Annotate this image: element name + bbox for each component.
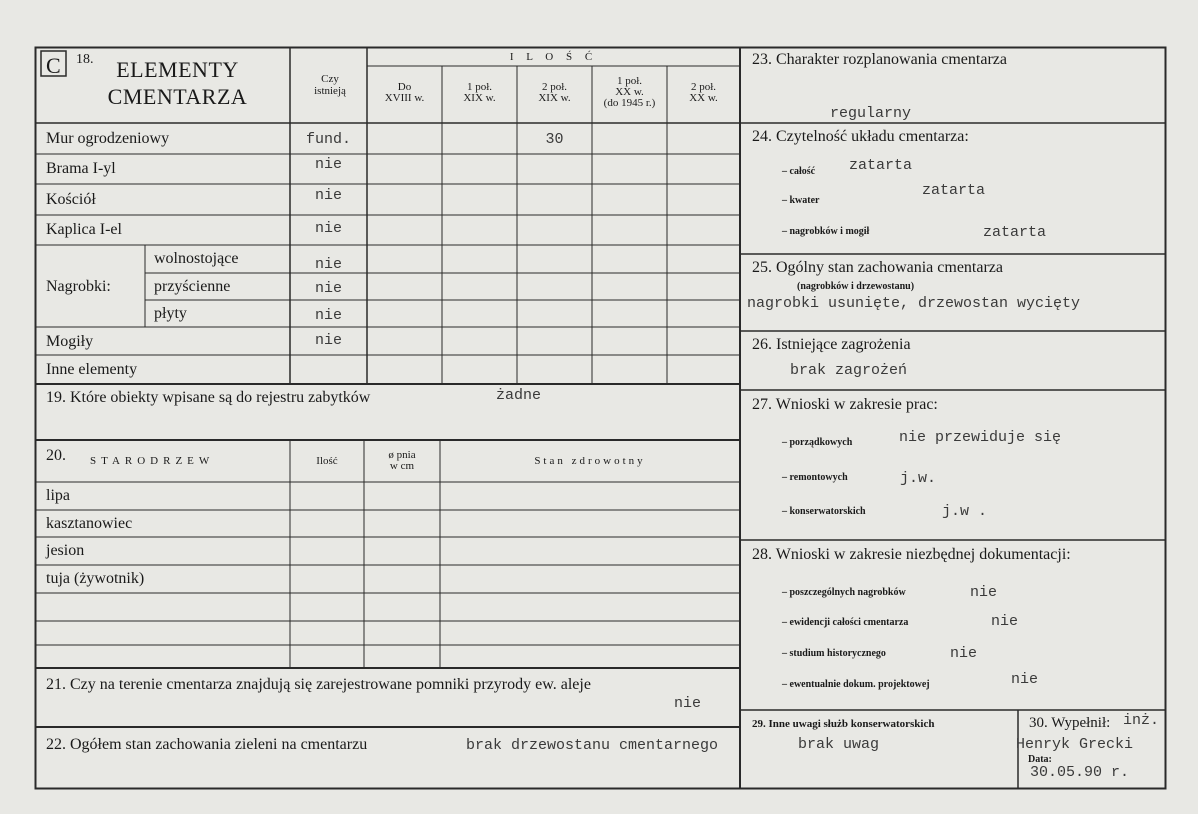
section-letter: C [46,53,61,78]
q21-label: 21. Czy na terenie cmentarza znajdują się zarejestrowane pomniki przyrody ew. aleje [46,676,591,693]
col-header-exists: Czy istnieją [314,73,346,97]
q22-label: 22. Ogółem stan zachowania zieleni na cmentarzu [46,736,368,753]
row-exists: nie [314,280,342,297]
row-label: Kościół [46,191,96,208]
q30-label: 30. Wypełnił: [1029,715,1111,731]
row-exists: nie [314,332,342,349]
row-exists: nie [314,256,342,273]
row-label: Mur ogrodzeniowy [46,130,170,147]
q30-date-label: Data: [1028,754,1052,765]
q28-item-value: nie [991,613,1019,630]
q20-col-diameter [364,450,440,472]
q26-label: 26. Istniejące zagrożenia [752,336,911,353]
tree-name: lipa [46,487,70,504]
q25-label: 25. Ogólny stan zachowania cmentarza [752,259,1004,276]
period-line: XIX w. [538,92,571,104]
row-label: przyścienne [154,278,231,295]
q20-number: 20. [46,447,66,464]
q28-item-value: nie [970,584,998,601]
q23-label: 23. Charakter rozplanowania cmentarza [752,51,1007,68]
row-exists: nie [314,156,342,173]
period-header [367,82,442,104]
row-exists: fund. [305,131,351,148]
q29-value: brak uwag [798,736,880,753]
elements-title-line2: CMENTARZA [107,84,248,109]
row-exists: nie [314,220,342,237]
q27-item-value: j.w . [942,503,988,520]
row-label: płyty [154,305,187,322]
row-exists: nie [314,187,342,204]
q27-item-label: – konserwatorskich [782,506,866,517]
q26-value: brak zagrożeń [790,362,908,379]
section-number-18: 18. [76,52,94,67]
q25-value: nagrobki usunięte, drzewostan wycięty [747,295,1081,312]
nagrobki-label: Nagrobki: [46,278,111,295]
q19-value: żadne [496,387,542,404]
q30-value-line1: inż. [1123,712,1160,729]
period-line: XVIII w. [384,92,425,104]
row-label: Brama I-yl [46,160,116,177]
q28-item-label: – ewentualnie dokum. projektowej [782,679,930,690]
q27-item-label: – porządkowych [782,437,853,448]
q28-item-label: – poszczególnych nagrobków [782,587,906,598]
q27-label: 27. Wnioski w zakresie prac: [752,396,938,413]
q22-value: brak drzewostanu cmentarnego [466,737,719,754]
period-line: 1 poł. [616,75,643,87]
period-line: 2 poł. [541,81,568,93]
row-label: Kaplica I-el [46,221,122,238]
period-line: XX w. [689,92,718,104]
q23-value: regularny [830,105,912,122]
q24-item-value: zatarta [922,182,986,199]
q28-item-label: – studium historycznego [782,648,886,659]
q27-item-value: j.w. [900,470,937,487]
q24-item-label: – kwater [782,195,820,206]
q28-item-value: nie [950,645,978,662]
q24-item-value: zatarta [849,157,913,174]
q24-item-value: zatarta [983,224,1047,241]
period-header [667,82,740,104]
q28-item-label: – ewidencji całości cmentarza [782,617,909,628]
q24-item-label: – nagrobków i mogił [782,226,870,237]
q21-value: nie [674,695,702,712]
row-exists: nie [314,307,342,324]
row-label: wolnostojące [154,250,239,267]
q27-item-value: nie przewiduje się [899,429,1062,446]
row-qty: 30 [545,131,564,148]
q28-item-value: nie [1011,671,1039,688]
q24-item-label: – całość [782,166,816,177]
q30-date-value: 30.05.90 r. [1030,764,1130,781]
period-line: XX w. [615,86,644,98]
tree-name: jesion [46,542,85,559]
row-label: Inne elementy [46,361,138,378]
q24-label: 24. Czytelność układu cmentarza: [752,128,969,145]
col-header-ilosc: I L O Ś Ć [509,51,598,63]
period-line: 2 poł. [690,81,717,93]
q20-col-diameter-line: ø pnia [388,449,416,461]
period-header [442,82,517,104]
q27-item-label: – remontowych [782,472,848,483]
period-line: Do [397,81,412,93]
q28-label: 28. Wnioski w zakresie niezbędnej dokumentacji: [752,546,1071,563]
elements-title-line1: ELEMENTY [116,57,239,82]
period-line: XIX w. [463,92,496,104]
tree-name: kasztanowiec [46,515,133,532]
q20-col-qty: Ilość [316,455,338,467]
period-header [517,82,592,104]
period-header [592,76,667,109]
q20-col-health: Stan zdrowotny [534,455,646,467]
period-line: 1 poł. [466,81,493,93]
q19-label: 19. Które obiekty wpisane są do rejestru zabytków [46,389,371,406]
q30-value-line2: Henryk Grecki [1016,736,1134,753]
tree-name: tuja (żywotnik) [46,570,145,587]
q29-label: 29. Inne uwagi służb konserwatorskich [752,718,935,730]
q25-sublabel: (nagrobków i drzewostanu) [797,281,915,292]
q20-col-diameter-line: w cm [389,460,415,472]
row-label: Mogiły [46,333,94,350]
q20-title: STARODRZEW [90,455,215,467]
period-line: (do 1945 r.) [603,97,656,109]
